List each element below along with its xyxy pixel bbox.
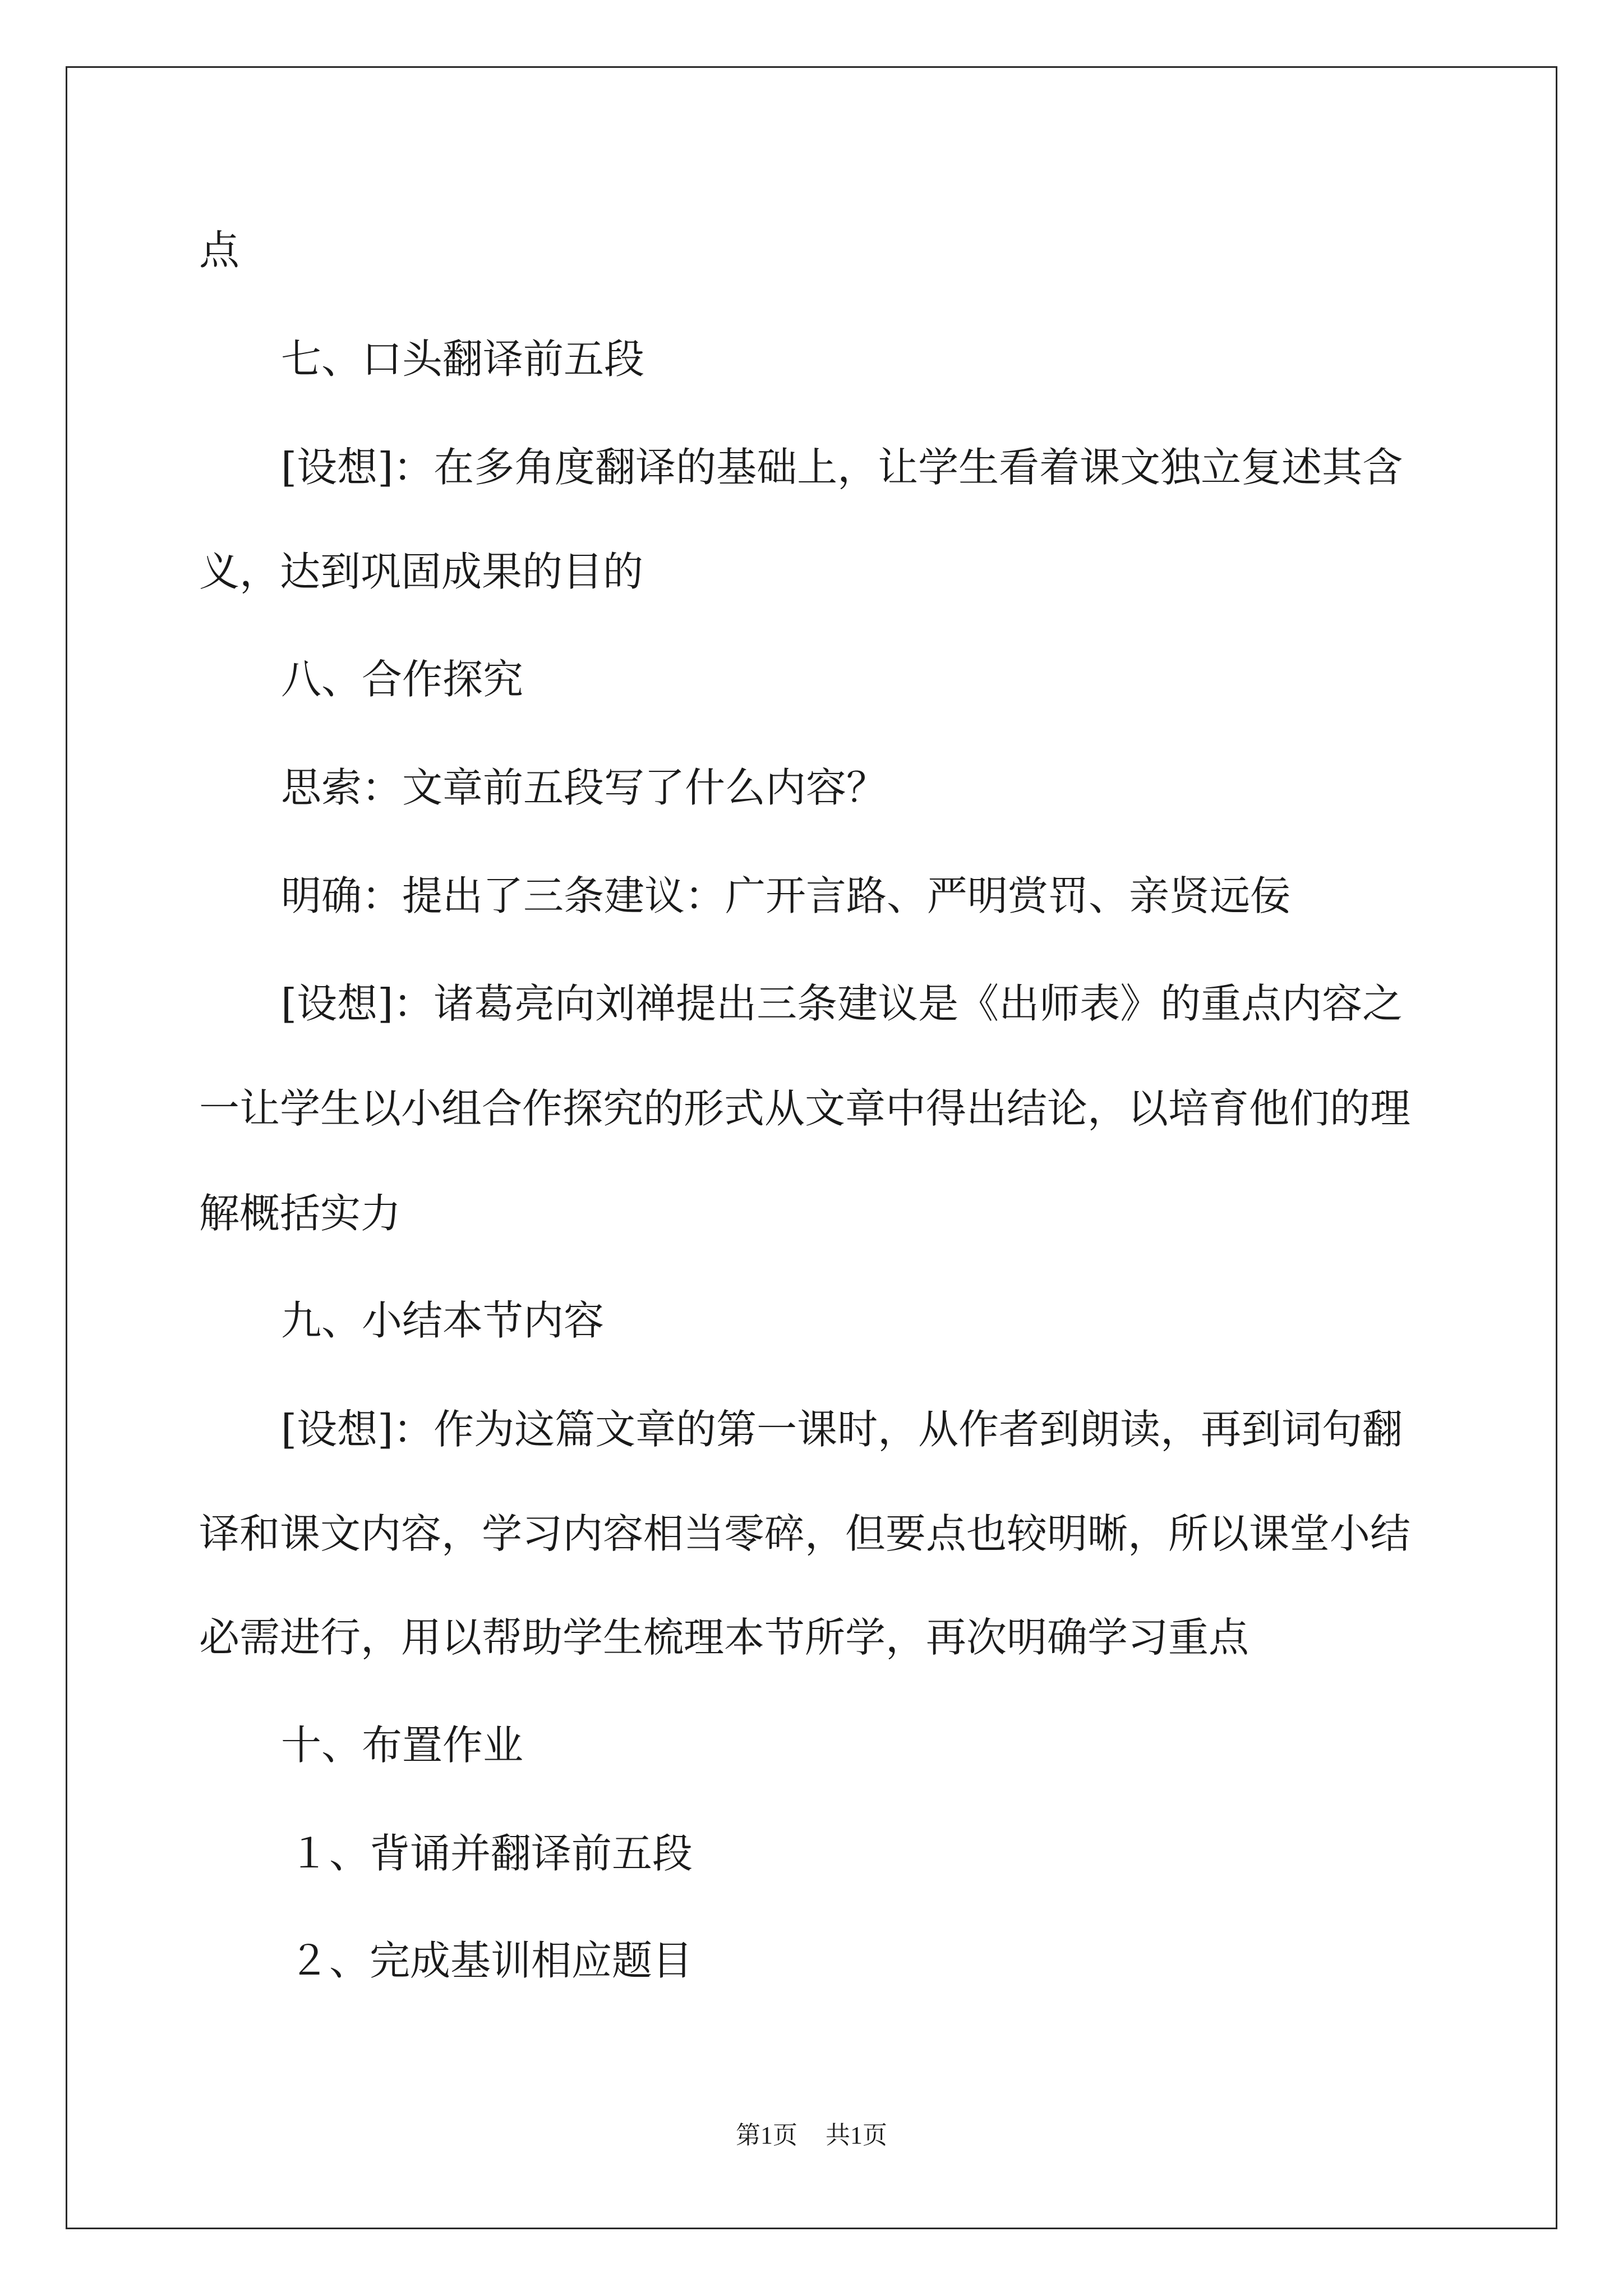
text-line: 译和课文内容，学习内容相当零碎，但要点也较明晰，所以课堂小结 (199, 1510, 1411, 1557)
text-line: 思索：文章前五段写了什么内容？ (281, 764, 887, 811)
text-line: 义，达到巩固成果的目的 (199, 548, 644, 595)
text-line: [设想]：作为这篇文章的第一课时，从作者到朗读，再到词句翻 (281, 1406, 1403, 1453)
list-item: １、背诵并翻译前五段 (289, 1830, 693, 1877)
page-border (66, 66, 1557, 2229)
list-item: ２、完成基训相应题目 (289, 1937, 693, 1984)
page-number-total: 共1页 (826, 2122, 887, 2149)
section-heading: 八、合作探究 (281, 656, 524, 703)
page-footer (0, 2119, 1623, 2152)
section-heading: 九、小结本节内容 (281, 1297, 605, 1344)
section-heading: 七、口头翻译前五段 (281, 335, 645, 383)
text-line: 解概括实力 (199, 1190, 402, 1237)
text-line: [设想]：诸葛亮向刘禅提出三条建议是《出师表》的重点内容之 (281, 980, 1403, 1027)
text-line: 点 (199, 227, 240, 274)
text-line: [设想]：在多角度翻译的基础上，让学生看着课文独立复述其含 (281, 444, 1403, 491)
text-line: 明确：提出了三条建议：广开言路、严明赏罚、亲贤远佞 (281, 872, 1291, 919)
text-line: 必需进行，用以帮助学生梳理本节所学，再次明确学习重点 (199, 1614, 1249, 1661)
section-heading: 十、布置作业 (281, 1722, 524, 1769)
text-line: 一让学生以小组合作探究的形式从文章中得出结论，以培育他们的理 (199, 1085, 1411, 1132)
page-number-current: 第1页 (736, 2122, 797, 2149)
